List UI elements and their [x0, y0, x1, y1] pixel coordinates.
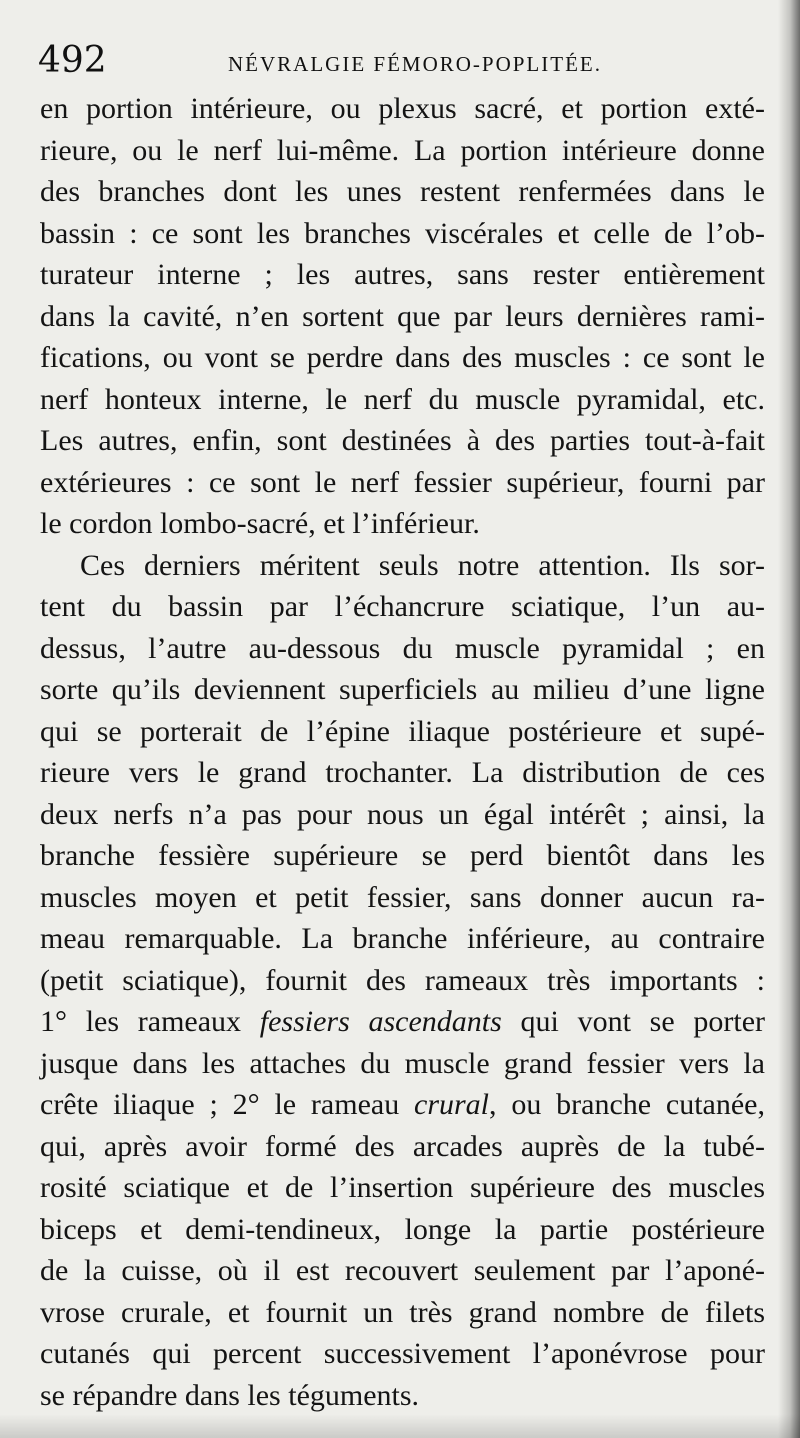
- text-line: turateur interne ; les autres, sans rester entièrement: [40, 258, 765, 291]
- text-segment: qui vont se porter: [501, 1005, 765, 1038]
- text-line-with-italic: [40, 1001, 765, 1043]
- text-line: cutanés qui percent successivement l’aponévrose pour: [40, 1337, 765, 1370]
- text-line: Les autres, enfin, sont destinées à des parties tout-à-fait: [40, 424, 765, 457]
- text-segment: 1° les rameaux: [40, 1005, 260, 1038]
- text-line: en portion intérieure, ou plexus sacré, et portion exté-: [40, 92, 765, 125]
- text-line: rosité sciatique et de l’insertion supérieure des muscles: [40, 1171, 765, 1204]
- text-line: (petit sciatique), fournit des rameaux très importants :: [40, 963, 765, 997]
- text-line: bassin : ce sont les branches viscérales et celle de l’ob-: [40, 216, 765, 250]
- text-line: dans la cavité, n’en sortent que par leurs dernières rami-: [40, 299, 765, 333]
- text-segment: , ou branche cutanée,: [489, 1088, 765, 1121]
- running-title: NÉVRALGIE FÉMORO-POPLITÉE.: [228, 52, 602, 76]
- text-line: dessus, l’autre au-dessous du muscle pyramidal ; en: [40, 631, 765, 665]
- text-line: deux nerfs n’a pas pour nous un égal intérêt ; ainsi, la: [40, 797, 765, 831]
- spine-shadow: [778, 0, 800, 1438]
- text-line: se répandre dans les téguments.: [40, 1378, 420, 1412]
- text-line: jusque dans les attaches du muscle grand fessier vers la: [40, 1046, 765, 1080]
- text-line: tent du bassin par l’échancrure sciatique, l’un au-: [40, 590, 765, 623]
- text-line: qui se porterait de l’épine iliaque postérieure et supé-: [40, 714, 765, 748]
- paragraph-start-line: Ces derniers méritent seuls notre attention. Ils sor-: [80, 548, 765, 582]
- text-line: qui, après avoir formé des arcades auprès de la tubé-: [40, 1129, 765, 1163]
- text-line: rieure, ou le nerf lui-même. La portion intérieure donne: [40, 133, 765, 167]
- text-line: rieure vers le grand trochanter. La distribution de ces: [40, 756, 765, 789]
- text-line: fications, ou vont se perdre dans des muscles : ce sont le: [40, 341, 765, 374]
- text-line: nerf honteux interne, le nerf du muscle pyramidal, etc.: [40, 382, 765, 416]
- text-line-with-italic: [40, 1084, 765, 1126]
- text-line: extérieures : ce sont le nerf fessier supérieur, fourni par: [40, 465, 765, 499]
- text-line: de la cuisse, où il est recouvert seulement par l’aponé-: [40, 1254, 765, 1287]
- page-header: [38, 38, 768, 88]
- body-text: [40, 88, 765, 1416]
- text-line: muscles moyen et petit fessier, sans donner aucun ra-: [40, 880, 765, 914]
- page-number: 492: [38, 40, 107, 81]
- text-line: meau remarquable. La branche inférieure, au contraire: [40, 922, 765, 955]
- text-line: branche fessière supérieure se perd bientôt dans les: [40, 839, 765, 872]
- bottom-shadow: [0, 1414, 800, 1438]
- italic-term: fessiers ascendants: [259, 1005, 502, 1038]
- text-line: le cordon lombo-sacré, et l’inférieur.: [40, 507, 480, 540]
- italic-term: crural: [414, 1088, 490, 1121]
- text-line: sorte qu’ils deviennent superficiels au milieu d’une ligne: [40, 673, 765, 706]
- text-line: vrose crurale, et fournit un très grand nombre de filets: [40, 1295, 765, 1329]
- text-line: biceps et demi-tendineux, longe la partie postérieure: [40, 1212, 765, 1246]
- text-line: des branches dont les unes restent renfermées dans le: [40, 175, 765, 208]
- text-segment: crête iliaque ; 2° le rameau: [40, 1088, 415, 1121]
